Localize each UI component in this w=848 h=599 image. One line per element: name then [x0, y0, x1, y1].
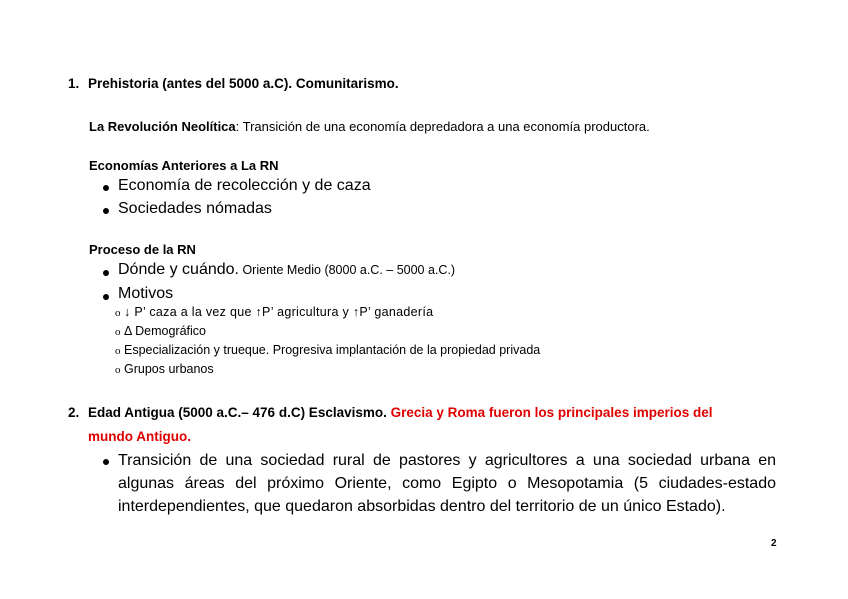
- paragraph-line-3: interdependientes, que quedaron absorbidas dentro del territorio de un único Estado).: [118, 498, 726, 515]
- sub-bullet-icon: o: [115, 345, 121, 357]
- revolucion-definition: : Transición de una economía depredadora a una economía productora.: [235, 119, 650, 134]
- economias-item-2: Sociedades nómadas: [118, 200, 272, 217]
- proceso-donde: [118, 261, 455, 279]
- proceso-donde-label: Dónde y cuándo.: [118, 261, 239, 278]
- section-1-number: 1.: [68, 76, 80, 91]
- bullet-dot-icon: [103, 208, 109, 214]
- economias-title: Economías Anteriores a La RN: [89, 158, 279, 173]
- section-2-heading-red: Grecia y Roma fueron los principales imperios del: [390, 405, 713, 420]
- section-2-paragraph: [118, 449, 776, 518]
- revolucion-term: La Revolución Neolítica: [89, 119, 236, 134]
- section-2-heading-red-continued: mundo Antiguo.: [88, 429, 191, 444]
- proceso-motivos-label: Motivos: [118, 285, 174, 302]
- motivo-subitem-1: ↓ P’ caza a la vez que ↑P’ agricultura y ↑P’ ganadería: [124, 305, 434, 319]
- motivo-subitem-2: Δ Demográfico: [124, 324, 206, 338]
- page-number: 2: [771, 538, 777, 549]
- section-2-number: 2.: [68, 405, 80, 420]
- motivo-subitem-4: Grupos urbanos: [124, 362, 214, 376]
- proceso-donde-detail: Oriente Medio (8000 a.C. – 5000 a.C.): [238, 263, 456, 277]
- sub-bullet-icon: o: [115, 307, 121, 319]
- bullet-dot-icon: [103, 185, 109, 191]
- proceso-title: Proceso de la RN: [89, 242, 196, 257]
- paragraph-line-2: algunas áreas del próximo Oriente, como Egipto o Mesopotamia (5 ciudades-estado: [118, 475, 776, 492]
- bullet-dot-icon: [103, 294, 109, 300]
- economias-item-1: Economía de recolección y de caza: [118, 177, 371, 194]
- section-2-heading-black: Edad Antigua (5000 a.C.– 476 d.C) Esclavismo.: [88, 405, 387, 420]
- bullet-dot-icon: [103, 270, 109, 276]
- revolucion-definition-line: [89, 119, 650, 134]
- paragraph-line-1: Transición de una sociedad rural de pastores y agricultores a una sociedad urbana en: [118, 452, 776, 469]
- motivo-subitem-3: Especialización y trueque. Progresiva implantación de la propiedad privada: [124, 343, 541, 357]
- sub-bullet-icon: o: [115, 326, 121, 338]
- bullet-dot-icon: [103, 459, 109, 465]
- section-1-heading: Prehistoria (antes del 5000 a.C). Comunitarismo.: [88, 76, 399, 91]
- sub-bullet-icon: o: [115, 364, 121, 376]
- section-2-heading: [88, 405, 712, 420]
